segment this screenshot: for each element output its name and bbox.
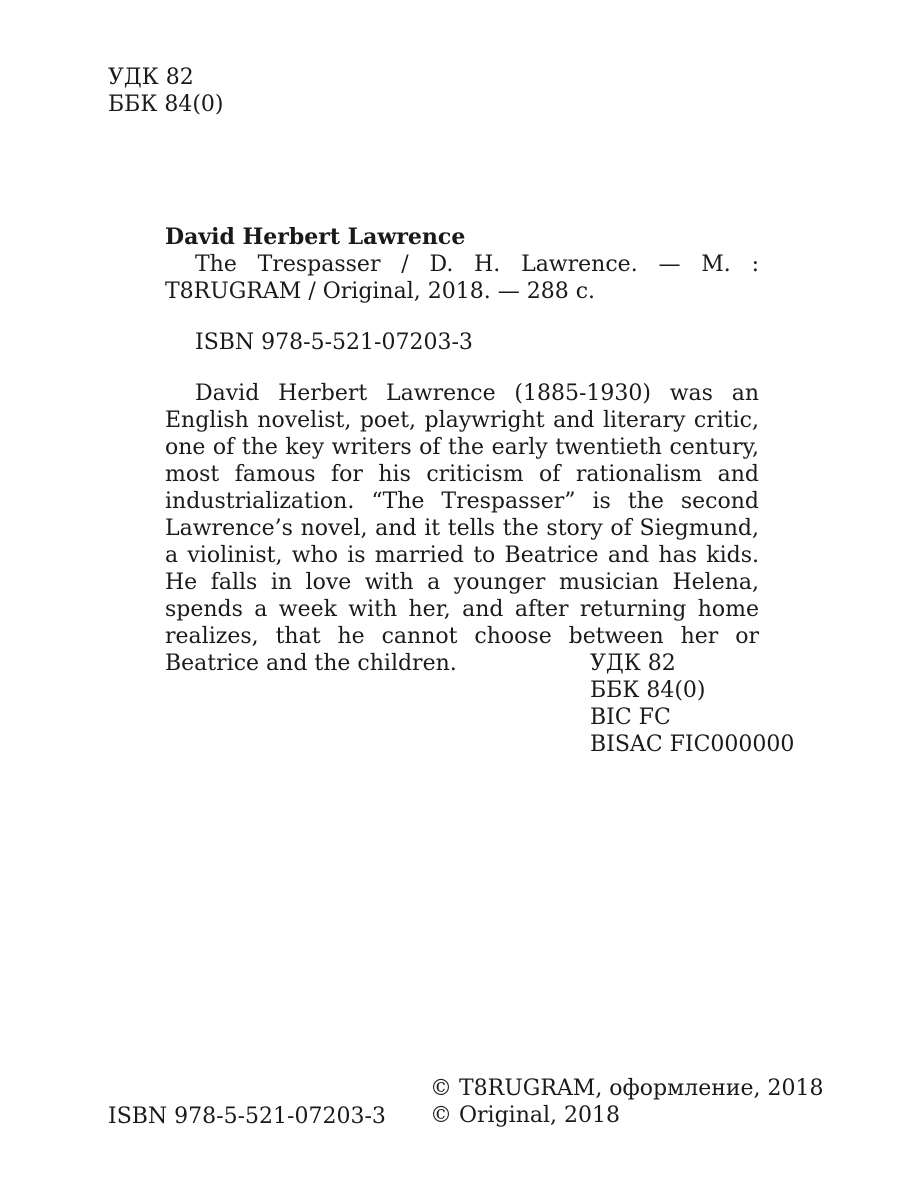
author-heading: David Herbert Lawrence: [165, 224, 466, 250]
bisac-code: BISAC FIC000000: [590, 732, 795, 757]
bibliographic-record: The Trespasser / D. H. Lawrence. — M. : T8RUGRAM / Original, 2018. — 288 c.: [165, 252, 759, 304]
udk-code: УДК 82: [108, 65, 194, 90]
isbn-line: ISBN 978-5-521-07203-3: [195, 330, 473, 355]
copyright-design: © T8RUGRAM, оформление, 2018: [430, 1076, 824, 1101]
copyright-original: © Original, 2018: [430, 1103, 620, 1128]
bbk-code: ББК 84(0): [590, 678, 706, 703]
top-classification-codes: [108, 64, 224, 118]
right-classification-codes: [590, 650, 794, 758]
footer-isbn: ISBN 978-5-521-07203-3: [108, 1104, 386, 1129]
copyright-block: [430, 1075, 824, 1129]
book-annotation: David Herbert Lawrence (1885-1930) was an English novelist, poet, playwright and literary critic, one of the key writers of the early twentieth century, most famous for his criticism of rationalism and industrialization. “The Trespasser” is the second Lawrence’s novel, and it tells the story of Siegmund, a violinist, who is married to Beatrice and has kids. He falls in love with a younger musician Helena, spends a week with her, and after returning home realizes, that he cannot choose between her or Beatrice and the children.: [165, 381, 759, 676]
catalog-entry: [165, 224, 759, 677]
bbk-code: ББК 84(0): [108, 92, 224, 117]
bic-code: BIC FC: [590, 705, 671, 730]
udk-code: УДК 82: [590, 651, 676, 676]
